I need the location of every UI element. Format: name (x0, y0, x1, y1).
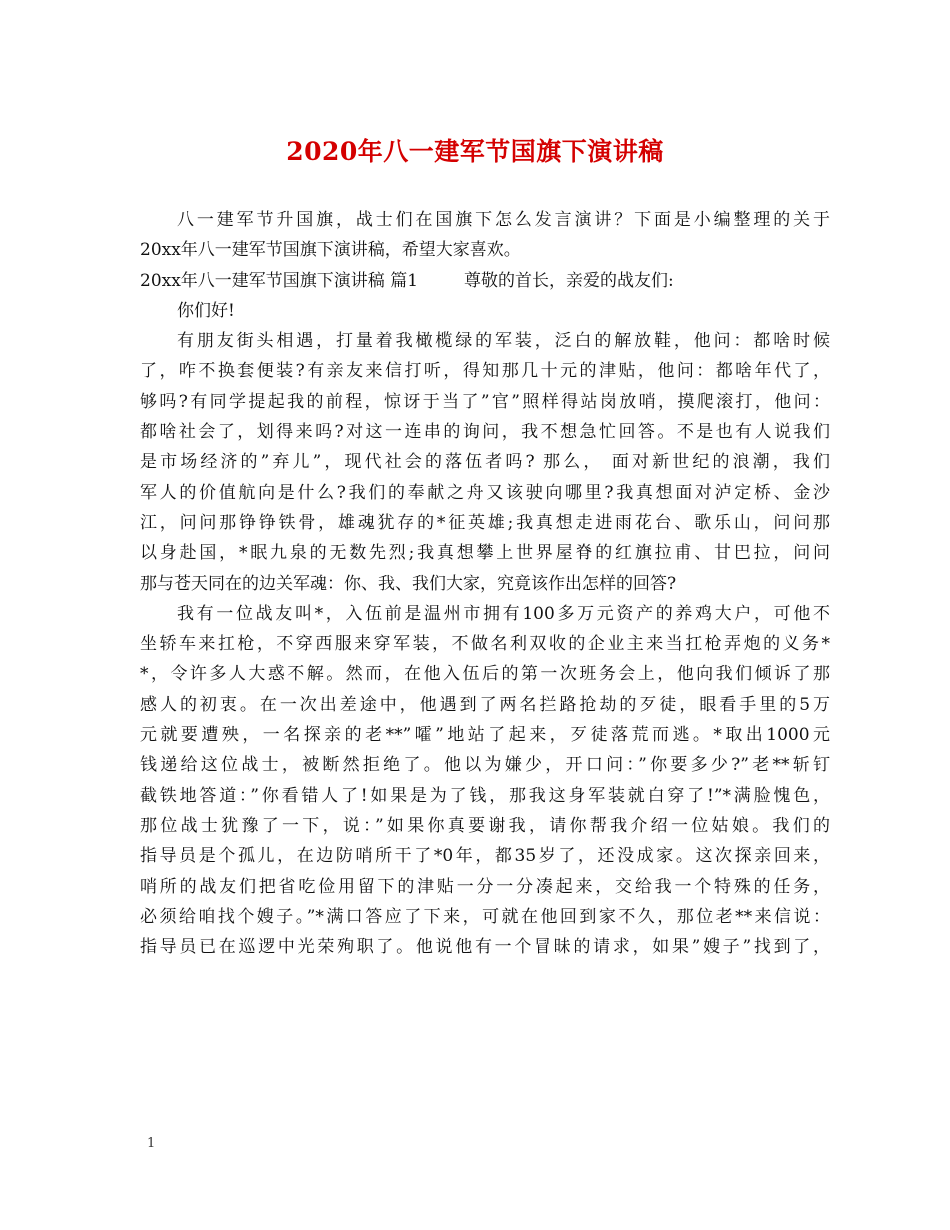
text-line: 坐轿车来扛枪，不穿西服来穿军装，不做名利双收的企业主来当扛枪弄炮的义务* (140, 634, 830, 655)
document-body (140, 205, 830, 962)
document-title: 2020年八一建军节国旗下演讲稿 (286, 137, 664, 166)
text-line: 指导员是个孤儿，在边防哨所干了*0年，都35岁了，还没成家。这次探亲回来， (140, 846, 830, 867)
page-number: 1 (147, 1136, 156, 1151)
text-line: 元就要遭殃，一名探亲的老**”嚯”地站了起来，歹徒落荒而逃。*取出1000元 (140, 725, 830, 746)
text-line: 了，咋不换套便装?有亲友来信打听，得知那几十元的津贴，他问：都啥年代了， (140, 361, 830, 382)
text-line: 是市场经济的”弃儿”，现代社会的落伍者吗? 那么， 面对新世纪的浪潮，我们 (140, 452, 830, 473)
text-line: 感人的初衷。在一次出差途中，他遇到了两名拦路抢劫的歹徒，眼看手里的5万 (140, 694, 830, 715)
text-line: 够吗?有同学提起我的前程，惊讶于当了”官”照样得站岗放哨，摸爬滚打，他问： (140, 391, 830, 412)
section-heading-line (140, 266, 830, 296)
section-heading: 20xx年八一建军节国旗下演讲稿 篇1 (140, 270, 419, 291)
text-line: 那与苍天同在的边关军魂：你、我、我们大家，究竟该作出怎样的回答? (140, 573, 677, 594)
text-line: 江，问问那铮铮铁骨，雄魂犹存的*征英雄;我真想走进雨花台、歌乐山，问问那 (140, 512, 830, 533)
text-line: 那位战士犹豫了一下，说：”如果你真要谢我，请你帮我介绍一位姑娘。我们的 (140, 815, 830, 836)
text-line: 有朋友街头相遇，打量着我橄榄绿的军装，泛白的解放鞋，他问：都啥时候 (177, 331, 830, 352)
text-line: 必须给咱找个嫂子。”*满口答应了下来，可就在他回到家不久，那位老**来信说： (140, 906, 830, 927)
text-line: 钱递给这位战士，被断然拒绝了。他以为嫌少，开口问：”你要多少?”老**斩钉 (140, 755, 830, 776)
text-line: 我有一位战友叫*，入伍前是温州市拥有100多万元资产的养鸡大户，可他不 (177, 603, 830, 624)
text-line: 以身赴国，*眠九泉的无数先烈;我真想攀上世界屋脊的红旗拉甫、甘巴拉，问问 (140, 543, 830, 564)
text-line: 都啥社会了，划得来吗?对这一连串的询问，我不想急忙回答。不是也有人说我们 (140, 422, 830, 443)
text-line: *，令许多人大惑不解。然而，在他入伍后的第一次班务会上，他向我们倾诉了那 (140, 664, 830, 685)
text-line: 八一建军节升国旗，战士们在国旗下怎么发言演讲？下面是小编整理的关于 (177, 210, 830, 230)
greeting: 你们好! (177, 300, 235, 321)
salutation: 尊敬的首长，亲爱的战友们: (464, 270, 674, 291)
text-line: 哨所的战友们把省吃俭用留下的津贴一分一分凑起来，交给我一个特殊的任务， (140, 876, 830, 897)
text-line: 截铁地答道：”你看错人了!如果是为了钱，那我这身军装就白穿了!”*满脸愧色， (140, 785, 830, 806)
text-line: 20xx年八一建军节国旗下演讲稿，希望大家喜欢。 (140, 240, 521, 261)
text-line: 指导员已在巡逻中光荣殉职了。他说他有一个冒昧的请求，如果”嫂子”找到了， (140, 937, 830, 958)
text-line: 军人的价值航向是什么?我们的奉献之舟又该驶向哪里?我真想面对泸定桥、金沙 (140, 482, 830, 503)
